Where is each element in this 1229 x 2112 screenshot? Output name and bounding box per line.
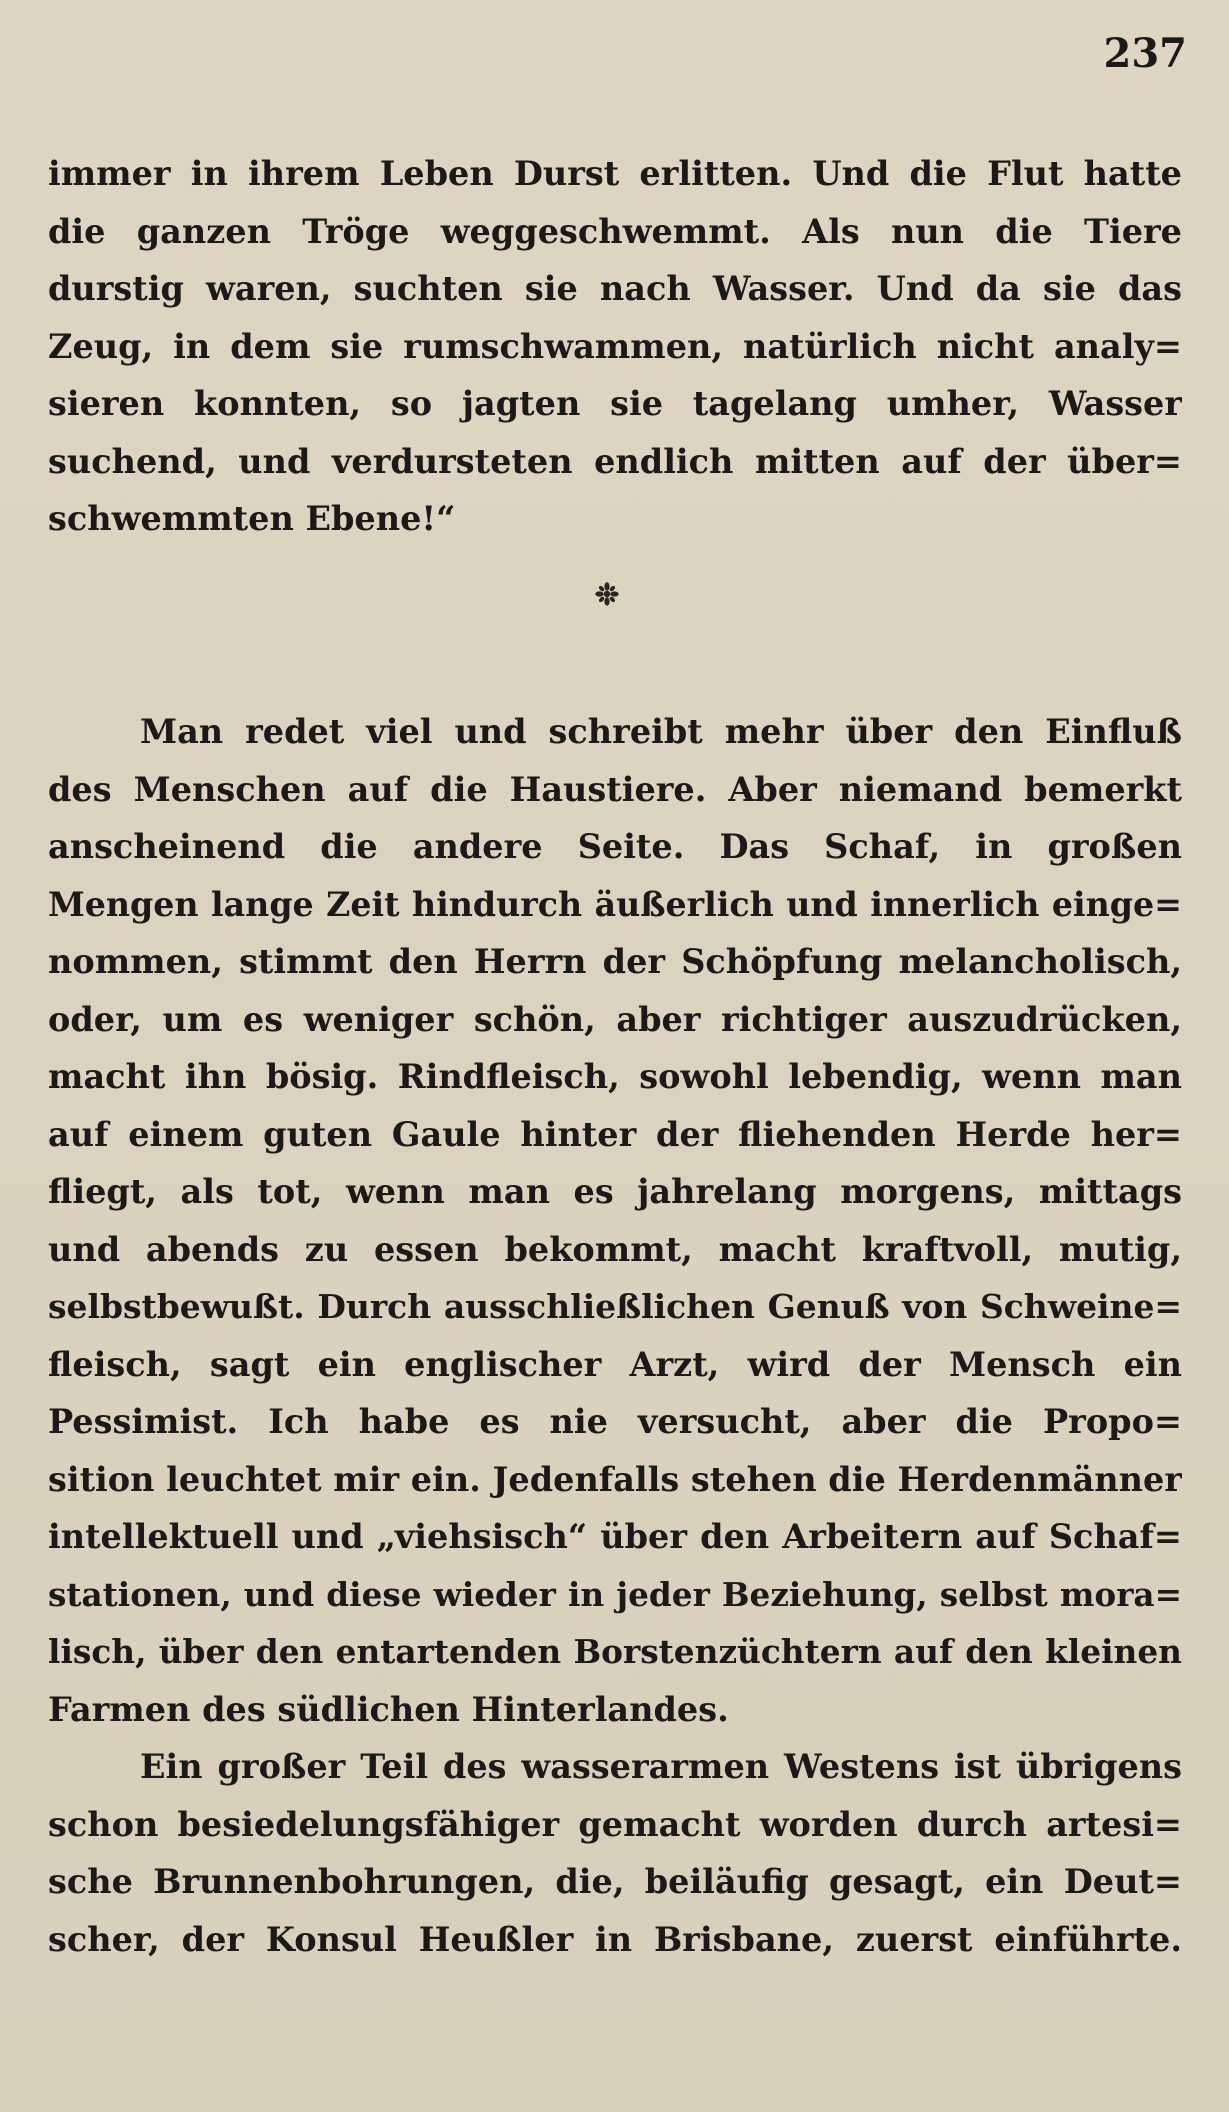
text-line: suchend, und verdursteten endlich mitten auf der über= <box>48 441 1182 481</box>
text-line: fliegt, als tot, wenn man es jahrelang morgens, mittags <box>48 1172 1182 1211</box>
text-line: die ganzen Tröge weggeschwemmt. Als nun die Tiere <box>48 211 1182 251</box>
paragraph-main <box>48 703 1182 1968</box>
text-line: Mengen lange Zeit hindurch äußerlich und innerlich einge= <box>48 884 1182 924</box>
text-line: durstig waren, suchten sie nach Wasser. Und da sie das <box>48 269 1182 308</box>
text-line: lisch, über den entartenden Borstenzüchtern auf den kleinen <box>48 1632 1182 1671</box>
text-line: nommen, stimmt den Herrn der Schöpfung melancholisch, <box>48 942 1182 981</box>
text-line: Ein großer Teil des wasserarmen Westens ist übrigens <box>140 1747 1182 1786</box>
text-line: selbstbewußt. Durch ausschließlichen Genuß von Schweine= <box>48 1287 1182 1326</box>
section-ornament-icon <box>594 581 620 607</box>
text-line: sition leuchtet mir ein. Jedenfalls stehen die Herdenmänner <box>48 1459 1182 1499</box>
text-line: Man redet viel und schreibt mehr über den Einfluß <box>140 712 1182 751</box>
text-line: immer in ihrem Leben Durst erlitten. Und die Flut hatte <box>48 154 1182 193</box>
text-line: und abends zu essen bekommt, macht kraftvoll, mutig, <box>48 1229 1182 1269</box>
text-line: Farmen des südlichen Hinterlandes. <box>48 1689 729 1729</box>
text-line: Zeug, in dem sie rumschwammen, natürlich nicht analy= <box>48 326 1182 366</box>
text-line: scher, der Konsul Heußler in Brisbane, zuerst einführte. <box>48 1919 1182 1959</box>
text-line: anscheinend die andere Seite. Das Schaf, in großen <box>48 827 1182 866</box>
page-number: 237 <box>1103 30 1187 77</box>
text-line: schon besiedelungsfähiger gemacht worden durch artesi= <box>48 1804 1182 1844</box>
text-line: stationen, und diese wieder in jeder Beziehung, selbst mora= <box>48 1574 1182 1614</box>
text-line: sieren konnten, so jagten sie tagelang umher, Wasser <box>48 384 1182 423</box>
text-line: auf einem guten Gaule hinter der fliehenden Herde her= <box>48 1114 1182 1154</box>
text-line: des Menschen auf die Haustiere. Aber niemand bemerkt <box>48 769 1182 809</box>
text-line: intellektuell und „viehsisch“ über den Arbeitern auf Schaf= <box>48 1517 1182 1556</box>
text-line: Pessimist. Ich habe es nie versucht, aber die Propo= <box>48 1402 1182 1441</box>
text-line: oder, um es weniger schön, aber richtiger auszudrücken, <box>48 999 1182 1039</box>
text-line: sche Brunnenbohrungen, die, beiläufig gesagt, ein Deut= <box>48 1862 1182 1901</box>
text-line: schwemmten Ebene!“ <box>48 499 456 538</box>
text-line: fleisch, sagt ein englischer Arzt, wird der Mensch ein <box>48 1344 1182 1384</box>
paragraph-continuation <box>48 145 1182 548</box>
text-line: macht ihn bösig. Rindfleisch, sowohl lebendig, wenn man <box>48 1057 1182 1096</box>
